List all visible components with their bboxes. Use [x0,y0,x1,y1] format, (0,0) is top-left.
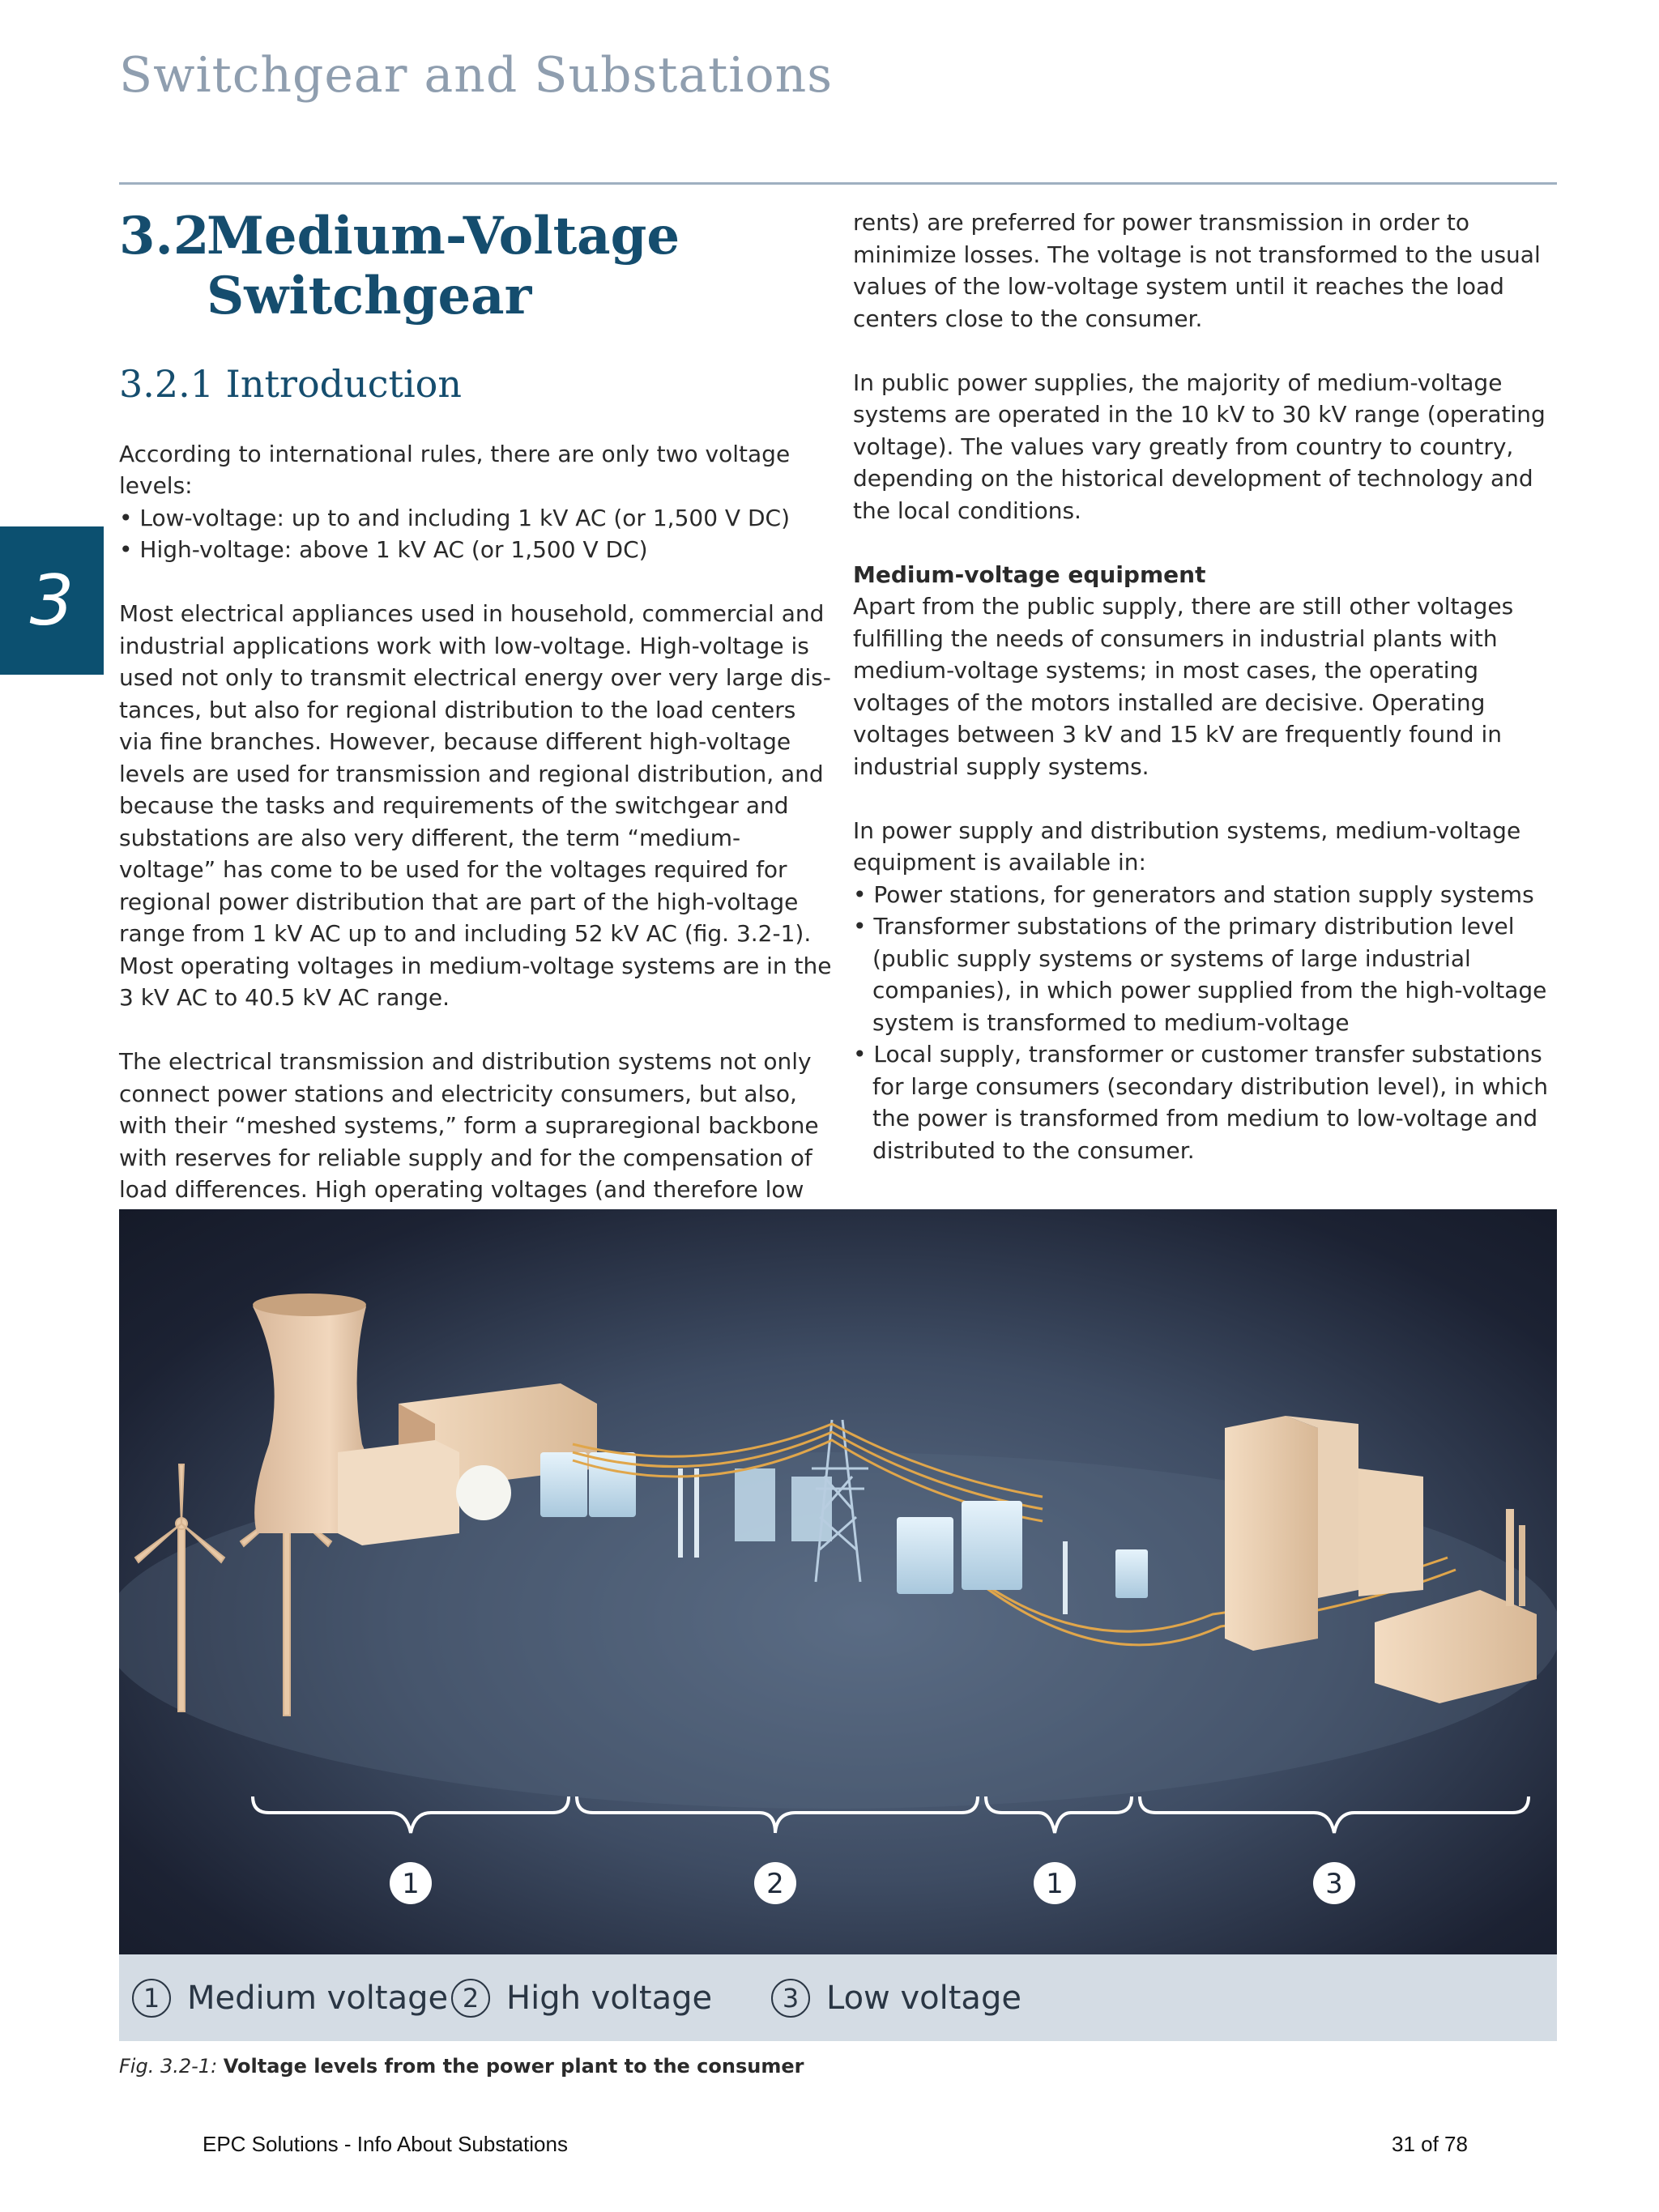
cooling-tower-top [253,1294,366,1316]
legend-number: 1 [132,1979,171,2018]
svg-text:1: 1 [1046,1868,1064,1900]
paragraph-text: The electrical transmission and distribution systems not only connect power stations and electricity consumers, but also, with their “meshed systems,” form a supraregional backbone with reserves for reliable supply and for the compensation of load differences. High operating voltages (and therefore low [119,1048,819,1203]
section-title-line2: Switchgear [207,266,532,326]
caption-text: Voltage levels from the power plant to the consumer [223,2055,804,2078]
footer-page-number: 31 of 78 [1392,2132,1468,2156]
legend-label: Low voltage [826,1979,1021,2017]
legend-number: 2 [451,1979,490,2018]
section-title [119,207,832,326]
subsection-title: 3.2.1 Introduction [119,362,462,406]
list-item: • Transformer substations of the primary distribution level (public supply systems or systems of large industrial companies), in which power supplied from the high-voltage system is transformed to medium-voltage [853,913,1547,1036]
marker-medium-voltage-1 [390,1862,432,1904]
legend-label: High voltage [506,1979,713,2017]
list-item: • Local supply, transformer or customer transfer substations for large consumers (secondary distribution level), in which the power is transformed from medium to low-voltage and distributed to the consumer. [853,1041,1549,1164]
chapter-tab: 3 [0,526,104,675]
figure-illustration [119,1209,1557,1954]
caption-prefix: Fig. 3.2-1: [119,2055,224,2078]
legend-item-low-voltage [771,1979,1021,2018]
svg-text:2: 2 [766,1868,784,1900]
legend-label: Medium voltage [187,1979,449,2017]
footer-document-title: EPC Solutions - Info About Substations [203,2132,568,2156]
list-item: • Power stations, for generators and station supply systems [853,880,1534,908]
paragraph-text: Most electrical appliances used in household, commercial and industrial applications work with low-voltage. High-voltage is used not only to transmit electrical energy over very large distances, but also for regional distribution to the load centers via fine branches. However, because different high-voltage levels are used for transmission and regional distribution, and because the tasks and requirements of the switchgear and substations are also very different, the term “medium-voltage” has come to be used for the voltages required for regional power distribution that are part of the high-voltage range from 1 kV AC up to and including 52 kV AC (fig. 3.2-1). Most operating voltages in medium-voltage systems are in the 3 kV AC to 40.5 kV AC range. [119,600,832,1011]
marker-high-voltage [754,1862,796,1904]
paragraph-text: Apart from the public supply, there are still other voltages fulfilling the needs of consumers in industrial plants with medium-voltage systems; in most cases, the operating voltages of the motors installed are decisive. Operating voltages between 3 kV and 15 kV are frequently found in industrial supply systems. [853,593,1514,780]
list-item: • High-voltage: above 1 kV AC (or 1,500 V DC) [119,536,648,563]
paragraph-text: In public power supplies, the majority of medium-voltage systems are operated in the 10 kV to 30 kV range (operating voltage). The values vary greatly from country to country, depending on the historical development of technology and the local conditions. [853,369,1546,524]
header-title: Switchgear and Substations [119,47,834,104]
svg-text:3: 3 [1325,1868,1343,1900]
paragraph-text: rents) are preferred for power transmission in order to minimize losses. The voltage is not transformed to the usual values of the low-voltage system until it reaches the load centers close to the consumer. [853,209,1541,332]
marker-medium-voltage-2 [1034,1862,1076,1904]
section-title-line1: Medium-Voltage [207,206,680,266]
paragraph-text: In power supply and distribution systems, medium-voltage equipment is available in: [853,816,1521,876]
paragraph-text: According to international rules, there are only two voltage levels: [119,440,791,499]
marker-low-voltage [1313,1862,1355,1904]
paragraph-equipment-list [853,815,1566,1167]
figure-caption [119,2055,804,2078]
legend-number: 3 [771,1979,810,2018]
right-column [853,207,1566,1199]
paragraph-voltage-levels [119,438,832,566]
list-item: • Low-voltage: up to and including 1 kV AC (or 1,500 V DC) [119,504,790,531]
figure-svg [119,1209,1557,1954]
section-number: 3.2 [119,206,210,266]
legend-item-high-voltage [451,1979,712,2018]
svg-text:1: 1 [402,1868,420,1900]
legend-item-medium-voltage [132,1979,448,2018]
header-rule [119,182,1557,185]
figure-legend [119,1954,1557,2041]
paragraph-heading: Medium-voltage equipment [853,560,1206,588]
left-column [119,207,832,1270]
paragraph-medium-voltage-equipment [853,559,1566,783]
